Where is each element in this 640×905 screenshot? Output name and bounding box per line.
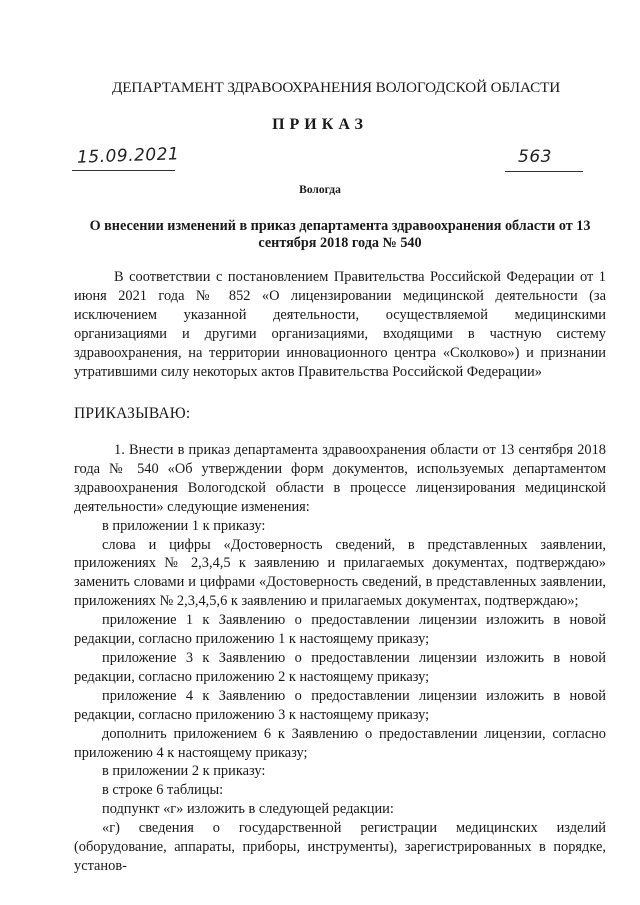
body-paragraph: в строке 6 таблицы: — [102, 782, 224, 799]
body-paragraph: в приложении 1 к приказу: — [102, 517, 266, 534]
body-paragraph: подпункт «г» изложить в следующей редакции: — [102, 801, 394, 818]
prikazyvayu-heading: ПРИКАЗЫВАЮ: — [74, 405, 191, 422]
preamble-paragraph: В соответствии с постановлением Правительства Российской Федерации от 1 июня 2021 года № 852 «О лицензировании медицинской деятельности (за исключением указанной деятельности, осуществляемой медицинскими организациями и другими организациями, входящими в частную систему здравоохранения, на территории инновационного центра «Сколково») и признании утратившими силу некоторых актов Правительства Российской Федерации» — [74, 269, 606, 380]
body-paragraph: в приложении 2 к приказу: — [102, 763, 266, 780]
body-paragraph: 1. Внести в приказ департамента здравоохранения области от 13 сентября 2018 года № 540 «Об утверждении форм документов, используемых департаментом здравоохранения Вологодской области в процессе лицензирования медицинской деятельности» следующие изменения: — [74, 442, 606, 515]
order-subject: О внесении изменений в приказ департамента здравоохранения области от 13 сентября 2018 года № 540 — [89, 218, 591, 251]
body-paragraph: дополнить приложением 6 к Заявлению о предоставлении лицензии, согласно приложению 4 к настоящему приказу; — [74, 725, 606, 761]
order-body — [74, 441, 606, 876]
body-paragraph: «г) сведения о государственной регистрации медицинских изделий (оборудование, аппараты, приборы, инструменты), зарегистрированных в порядке, установ- — [74, 820, 606, 874]
handwritten-order-number: 563 — [518, 147, 552, 167]
order-title: ПРИКАЗ — [272, 116, 368, 133]
date-underline — [72, 170, 175, 171]
department-name: ДЕПАРТАМЕНТ ЗДРАВООХРАНЕНИЯ ВОЛОГОДСКОЙ ОБЛАСТИ — [112, 79, 561, 96]
body-paragraph: приложение 1 к Заявлению о предоставлении лицензии изложить в новой редакции, согласно приложению 1 к настоящему приказу; — [74, 612, 606, 648]
body-paragraph: слова и цифры «Достоверность сведений, в представленных заявлении, приложениях № 2,3,4,5 к заявлению и прилагаемых документах, подтверждаю» заменить словами и цифрами «Достоверность сведений, в представленных заявлении, приложениях № 2,3,4,5,6 к заявлению и прилагаемых документах, подтверждаю»; — [74, 536, 606, 610]
handwritten-date: 15.09.2021 — [76, 144, 180, 168]
number-underline — [505, 171, 583, 172]
body-paragraph: приложение 3 к Заявлению о предоставлении лицензии изложить в новой редакции, согласно приложению 2 к настоящему приказу; — [74, 649, 606, 685]
city-name: Вологда — [299, 184, 341, 196]
body-paragraph: приложение 4 к Заявлению о предоставлении лицензии изложить в новой редакции, согласно приложению 3 к настоящему приказу; — [74, 687, 606, 723]
